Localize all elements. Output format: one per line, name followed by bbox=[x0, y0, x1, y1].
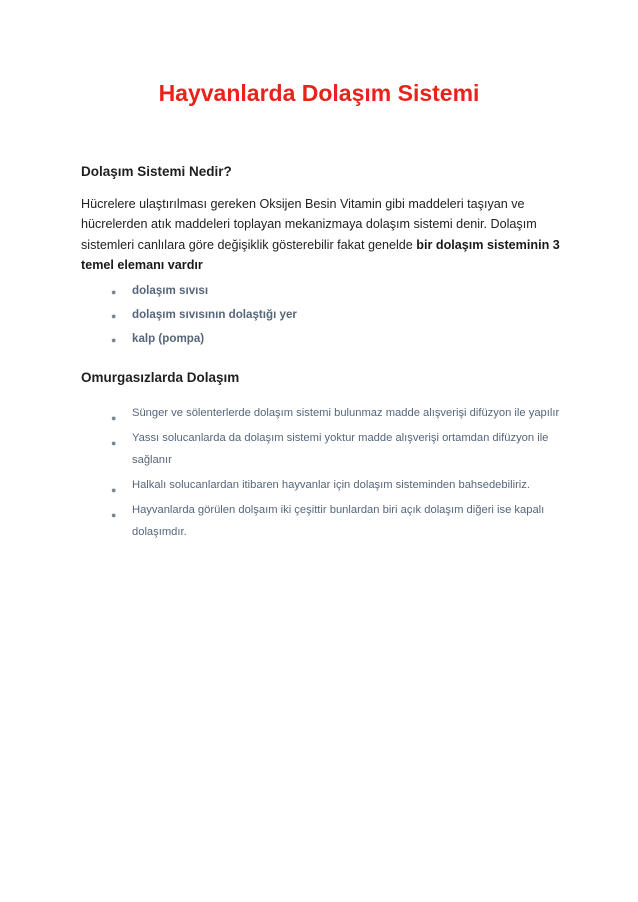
elements-list bbox=[111, 284, 297, 356]
bullet-icon: ● bbox=[111, 413, 117, 423]
list-item-text: Yassı solucanlarda da dolaşım sistemi yoktur madde alışverişi ortamdan difüzyon ile sağlanır bbox=[132, 432, 549, 466]
invertebrates-list bbox=[111, 402, 561, 546]
bullet-icon: ● bbox=[111, 287, 117, 297]
bullet-icon: ● bbox=[111, 311, 117, 321]
bullet-icon: ● bbox=[111, 510, 117, 520]
bullet-icon: ● bbox=[111, 485, 117, 495]
list-item bbox=[111, 402, 561, 424]
bullet-icon: ● bbox=[111, 335, 117, 345]
list-item bbox=[111, 499, 561, 543]
list-item bbox=[111, 427, 561, 471]
list-item-text: dolaşım sıvısının dolaştığı yer bbox=[132, 308, 297, 321]
list-item-text: Hayvanlarda görülen dolşaım iki çeşittir bunlardan biri açık dolaşım diğeri ise kapalı dolaşımdır. bbox=[132, 504, 545, 538]
list-item-text: kalp (pompa) bbox=[132, 332, 205, 345]
bullet-icon: ● bbox=[111, 438, 117, 448]
list-item bbox=[111, 474, 561, 496]
document-title: Hayvanlarda Dolaşım Sistemi bbox=[158, 80, 480, 106]
intro-paragraph-text: Hücrelere ulaştırılması gereken Oksijen Besin Vitamin gibi maddeleri taşıyan ve hücrelerden atık maddeleri toplayan mekanizmaya dolaşım sistemi denir. Dolaşım sistemleri canlılara göre değişiklik gösterebilir fakat genelde bbox=[81, 197, 537, 252]
list-item bbox=[111, 284, 297, 308]
section-heading-dolasim-nedir: Dolaşım Sistemi Nedir? bbox=[81, 164, 232, 179]
section-heading-omurgasizlarda: Omurgasızlarda Dolaşım bbox=[81, 370, 240, 385]
list-item-text: Halkalı solucanlardan itibaren hayvanlar için dolaşım sisteminden bahsedebiliriz. bbox=[132, 479, 530, 491]
intro-paragraph bbox=[81, 194, 561, 275]
list-item bbox=[111, 332, 297, 356]
intro-paragraph-bold: bir dolaşım sisteminin 3 temel elemanı vardır bbox=[81, 237, 560, 272]
list-item-text: dolaşım sıvısı bbox=[132, 284, 209, 297]
list-item-text: Sünger ve sölenterlerde dolaşım sistemi bulunmaz madde alışverişi difüzyon ile yapılır bbox=[132, 407, 560, 419]
list-item bbox=[111, 308, 297, 332]
